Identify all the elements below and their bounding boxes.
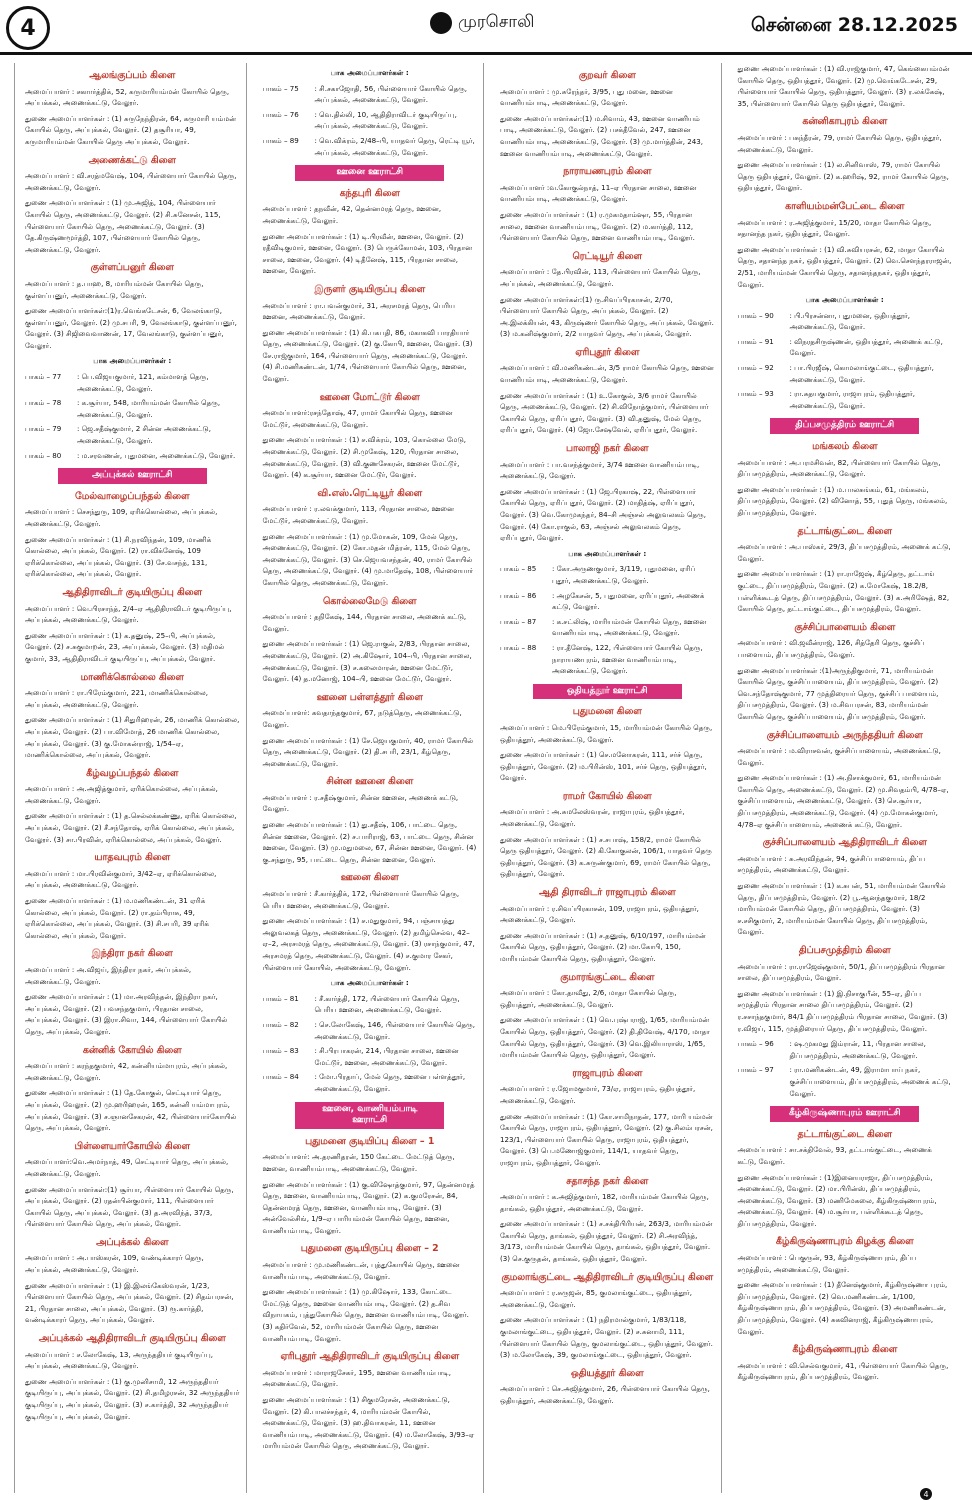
booth-entry [263,135,478,158]
member-paragraph: துணை அமைப்பாளர்கள் : (1) வெ.புஷ்பராஜ், 1/65, மாரியம்மன் கோயில் தெரு, ஒதியத்தூர், வேலூர். (2) தி.திவேஷ், 4/170, மாதா கோயில் தெரு, ஒதியத்தூர், வேலூர். (3) வெ.இலியாராஸ், 1/65, மாரியம்மன் கோயில் தெரு, ஒதியத்தூர், வேலூர். [500,1015,710,1060]
branch-heading: கன்னிக் கோயில் கிளை [82,1044,182,1056]
member-paragraph: துணை அமைப்பாளர்கள் : (1) த.செல்லக்கண்ணு, ஏரிக் கொல்லை, அப்புக்கல், வேலூர். (2) சீ.சந்தோஷ், ஏரிக் கொல்லை, அப்புக்கல், வேலூர். (3) சா.பிரவின், ஏரிக்கொல்லை, அப்புக்கல், வேலூர். [25,811,237,844]
panchayat-banner: ஊனை, வாணியம்பாடி ஊராட்சி [295,1102,444,1129]
paper-logo-icon [430,12,452,34]
member-paragraph: துணை அமைப்பாளர்கள்:(1)ர.வெங்கடேசன், 6, வேலங்காடு, குள்ளப்பனுர், வேலூர். (2) மு.சபரி, 9, வேலங்காடு, குள்ளப்பனுர், வேலூர். (3) சிஜிவைவாணன், 17, வேலங்காடு, குள்ளப்பனுர், வேலூர். [25,306,237,350]
booth-details: : வெ.தில்லி, 10, ஆதிதிராவிடர் குடியிருப்பு, அப்புக்கல், அணைக்கட்டு, வேலூர். [314,109,457,131]
booth-entry [500,642,715,677]
member-paragraph: அமைப்பாளர் : மெ.பிரேம்குமார், 15, மாரியம்மன் கோயில் தெரு, ஒதியத்தூர், அணைக்கட்டு, வேலூர். [500,722,713,744]
member-paragraph: துணை அமைப்பாளர்கள் : (1) வி.சுவியரசன், 62, மாதா கோயில் தெரு, சதானந்த நகர், ஒதியத்தூர், வேலூர். (2) வெ.சௌந்தரராஜன், 2/51, மாரியம்மன் கோயில் தெரு, சதானந்தநகர், ஒதியத்தூர், வேலூர். [737,244,952,289]
branch-heading: அணைக்கட்டு கிளை [88,154,176,166]
branch-heading: அப்புக்கல் கிளை [96,1236,169,1248]
member-paragraph: அமைப்பாளர் : வி.மணிகண்டன், 3/5 ராமர் கோயில் தெரு, ஊனை வாணியம்பாடி, அணைக்கட்டு, வேலூர். [500,363,714,385]
subheading: பாக அமைப்பாளர்கள் : [330,68,409,77]
branch-heading: புதுமனை கிளை [572,706,642,718]
branch-heading: புதுமனை குடியிப்பு கிளை – 1 [305,1135,435,1147]
booth-entry [263,83,478,106]
booth-entry [738,362,953,385]
booth-number: பாகம் – 81 [262,993,299,1003]
member-paragraph: துணை அமைப்பாளர்கள் : (1) சே.ஜெயகுமார், 40, ராமர் கோயில் தெரு, அணைக்கட்டு, வேலூர். (2) தி.சபரி, 23/1, கீழ்தெரு, அணைக்கட்டு, வேலூர். [262,735,474,768]
member-paragraph: துணை அமைப்பாளர்கள்:(1) ரு.சிவப்பிரகாசன், 2/70, பிள்ளையார் கோயில் தெரு, அப்புக்கல், வேலூர். (2) அ.இலக்கியன், 43, கிருஷ்ணர் கோயில் தெரு, அப்புக்கல், வேலூர். (3) ம.கனிஷ்குமார், 2/2 யாதவர் தெரு, அப்புக்கல், வேலூர். [500,294,714,339]
member-paragraph: துணை அமைப்பாளர்கள் : (1) ம.பாலசுங்கம், 61, மங்கலம், திப்பசமுத்திரம், வேலூர். (2) வினோத், 55, புதுத் தெரு, மங்கலம், திப்பசமுத்திரம், வேலூர். [737,484,948,517]
member-paragraph: அமைப்பாளர் : சு.அரவிந்தன், 94, குச்சிப்பாளையம், திப்ப சமுத்திரம், அணைக்கட்டு, வேலூர். [737,853,926,875]
booth-entry [500,616,715,639]
branch-heading: ஆதிதிராவிடர் குடியிருப்பு கிளை [62,586,203,598]
booth-entry [738,310,953,333]
member-paragraph: துணை அமைப்பாளர்கள் : (1) ர.முகமதாம்ஷா, 55, பிரதான சாலை, ஊனை வாணியம்பாடி, வேலூர். (2) ம.கார்த்தி, 112, பிள்ளையார் கோயில் தெரு, ஊனை வாணியம்பாடி, வேலூர். [500,209,695,243]
member-paragraph: அமைப்பாளர்:ரசந்தோஷ், 47, ராமர் கோயில் தெரு, ஊனை மேட்டூர், அணைக்கட்டு, வேலூர். [262,408,453,429]
branch-heading: மங்கலம் கிளை [812,441,878,453]
branch-heading: குள்ளப்பனுர் கிளை [90,262,174,274]
member-paragraph: அமைப்பாளர் : கோ.தாவீது, 2/6, மாதா கோயில் தெரு, ஒதியத்தூர், அணைக்கட்டு, வேலூர். [500,988,677,1009]
member-paragraph: அமைப்பாளர் : ர.சதீஷ்குமார், சின்ன ஊனை, அணைக் கட்டு, வேலூர். [262,792,459,814]
branch-heading: பாலாஜி நகர் கிளை [565,443,649,455]
member-paragraph: அமைப்பாளர்:வெ.அமர்நாத், 49, செட்டியார் தெரு, அப்புக்கல், அணைக்கட்டு, வேலூர். [25,1157,229,1178]
member-paragraph: அமைப்பாளர் : ரா.பிரேம்குமார், 221, மாணிக்கொல்லை, அப்புக்கல், அணைக்கட்டு, வேலூர். [25,688,209,709]
booth-number: பாகம் – 84 [262,1072,299,1082]
member-paragraph: அமைப்பாளர் : சகாார்த்திக், 52, கருமாரியம்மன் கோயில் தெரு, அப்பக்கல், அணைக்கட்டு, வேலூர். [25,86,230,108]
branch-heading: யாதவபுரம் கிளை [94,852,171,864]
booth-details: : வெ.விக்ரம், 2/48–பி, யாதவர் தெரு, ரெட்டி யூர், அப்புக்கல், அணைக்கட்டு, வேலூர். [314,135,475,157]
member-paragraph: அமைப்பாளர் : மு.மணிகண்டன், புத்துகோயில் தெரு, ஊனை வாணியம்பாடி, அணைக்கட்டு, வேலூர். [262,1260,460,1281]
member-paragraph: அமைப்பாளர் : மு.சுரேந்தர், 3/95, புது மனை, ஊனை வாணியம்பாடி, அணைக்கட்டு, வேலூர். [500,86,673,108]
member-paragraph: அமைப்பாளர் : ர.சுருஜன், 85, குமலாங்குட்டை, ஒதியத்தூர், அணைக்கட்டு, வேலூர். [500,1288,692,1309]
booth-details: : க.சட்லிஷ், மாரியம்மன் கோயில் தெரு, ஊனை வாணியம்பாடி, அணைக்கட்டு, வேலூர். [552,616,707,638]
booth-entry [25,450,240,462]
branch-heading: குமலாங்குட்டை ஆதிதிராவிடர் குடியிருப்பு கிளை [501,1271,714,1283]
member-paragraph: துணை அமைப்பாளர்கள் : (1) கி.பகபதி, 86, மகாகவி பாரதியார் தெரு, அணைக்கட்டு, வேலூர். (2) கு.கோபி, ஊனை, வேலூர். (3) சே.ராஜ்குமார், 164, பிள்ளையார் தெரு, அணைக்கட்டு, வேலூர். (4) சி.மணிகண்டன், 1/74, பிள்ளையார் கோயில் தெரு, ஊனை, வேலூர். [262,327,473,384]
booth-entry [738,1038,953,1061]
member-paragraph: துணை அமைப்பாளர்கள் : (1) டி.பிரவீன், ஊனை, வேலூர். (2) ரதீவிடிகுமார், ஊனை, வேலூர். (3) பெருக்கோமன், 103, பிரதான சாலை, ஊனை, வேலூர். (4) டிதீனேஷ், 115, பிரதான சாலை, ஊனை, வேலூர். [262,231,473,276]
booth-entry [263,1019,478,1042]
branch-heading: கீழ்வழப்பந்தல் கிளை [86,767,179,779]
booth-details: : விநரதசிருஷ்ணன், ஒதியத்தூர், அணைக் கட்டு, வேலூர். [789,336,943,358]
branch-heading: ராமர் கோயில் கிளை [562,790,652,802]
branch-heading: நாராயணபுரம் கிளை [563,166,652,178]
booth-number: பாகம் – 85 [500,564,537,574]
branch-heading: சதாசந்த நகர் கிளை [566,1175,649,1187]
member-paragraph: அமைப்பாளர் : வி.சரத்மவேஷ், 104, பிள்ளையார் கோயில் தெரு, அணைக்கட்டு, வேலூர். [25,171,237,192]
member-paragraph: அமைப்பாளர் : அ.அஜித்குமார், ஏரிக்கொல்லை, அப்புக்கல், அணைக்கட்டு, வேலூர். [25,784,218,805]
booth-entry [738,1064,953,1099]
member-paragraph: அமைப்பாளர் : அ.பாஸ்கர், 29/3, திப்பசமுத்திரம், அணைக் கட்டு, வேலூர். [737,542,951,563]
member-paragraph: துணை அமைப்பாளர்கள் : (1) இ.நிசாகுபீன், 55–ஏ, திப்ப சமுத்திரம் பிரதான சாலை திப்பசமுத்திரம், வேலூர். (2) ர.சசாந்தகுமார், 84/1 திப்பசமுத்திரம் பிரதான சாலை, வேலூர். (3) ர.விஜய், 115, முத்திரையர் தெரு, திப்பசமுத்திரம், வேலூர். [737,988,948,1033]
branch-heading: குறவர் கிளை [578,70,636,81]
member-paragraph: அமைப்பாளர் : வி.ஜவீன்ராஜ், 126, சித்தேரி தெரு, குச்சிப் பாளையம், திப்பசமுத்திரம், வேலூர். [737,638,925,659]
booth-number: பாகம் – 86 [500,590,537,600]
booth-number: பாகம் – 77 [25,372,62,382]
branch-heading: கீழ்கிருஷ்ணாபுரம் கிளை [792,1344,898,1356]
booth-number: பாகம் – 80 [25,450,62,460]
member-paragraph: துணை அமைப்பாளர்கள் : (1) உ.கோகுல், 3/6 ராமர் கோயில் தெரு, அணைக்கட்டு, வேலூர். (2) சி.விநோத்குமார், பிள்ளையார் கோயில் தெரு, ஏரிப்புதூர், வேலூர். (3) வி.தனுஷ், மேல் தெரு, ஏரிப்புதூர், வேலூர். (4) ஜோ.சேஷவேல், ஏரிப்புதூர், வேலூர். [500,390,709,435]
member-paragraph: அமைப்பாளர் : செ.அஜித்குமார், 26, பிள்ளையார் கோயில் தெரு, ஒதியத்தூர், அணைக்கட்டு, வேலூர். [500,1384,710,1405]
branch-heading: வி.எஸ்.ரெட்டியூர் கிளை [317,487,423,499]
member-paragraph: அமைப்பாளர் : தநவீன், 42, தென்னமரத் தெரு, ஊனை, அணைக்கட்டு, வேலூர். [262,204,442,225]
booth-number: பாகம் – 76 [262,109,299,119]
branch-heading: கீழ்கிருஷ்ணாபுரம் கிழக்கு கிளை [775,1236,914,1248]
booth-entry [500,563,715,586]
member-paragraph: துணை அமைப்பாளர்கள் : (1) ஜே.பிரகாஷ், 22, பிள்ளையார் கோயில் தெரு, ஏரிப்புதூர், வேலூர். (2) மாதித்ஷ், ஏரிப்புதூர், வேலூர். (3) வெ.கோமுகந்தர், 84–சி அஞ்சல் அலுவலகம் தெரு, வேலூர். (4) கோ.ராகுல், 63, அஞ்சல் அலுவலகம் தெரு, ஏரிப்புதூர், வேலூர். [500,486,706,543]
member-paragraph: அமைப்பாளர் : தே.பிரவின், 113, பிள்ளையார் கோயில் தெரு, அப்புக்கல், அணைக்கட்டு, வேலூர். [500,267,701,288]
member-paragraph: அமைப்பாளர் : ர.சிவப்பிரகாசன், 109, ராஜாபுரம், ஒதியத்தூர், அணைக்கட்டு, வேலூர். [500,903,699,925]
member-paragraph: அமைப்பாளர் : ர.அஜித்குமார், 15/20, மாதா கோயில் தெரு, சதானந்த நகர், ஒதியத்தூர், வேலூர். [737,217,932,239]
branch-heading: இந்திரா நகர் கிளை [91,948,173,960]
member-paragraph: துணை அமைப்பாளர்கள் :(1)அருந்திகுமார், 71, மாரியம்மன் கோயில் தெரு, குச்சிப்பாளையம், திப்பசமுத்திரம், வேலூர். (2) வெ.சந்தோஷ்குமார், 77 முத்திரையர் தெரு, குச்சிப் பாளையம், திப்பசமுத்திரம், வேலூர். (3) ம.சிவபரசன், 83, மாரியம்மன் கோயில் தெரு, குச்சிப்பாளையம், திப்பசமுத்திரம், வேலூர். [737,665,939,721]
branch-heading: ஊனை மோட்டூர் கிளை [319,391,420,403]
member-paragraph: துணை அமைப்பாளர்கள் : (1) சிதுரிஹரன், 26, மாணிக் கொல்லை, அப்புக்கல், வேலூர். (2) பா.விமோத், 26 மாணிக் கொல்லை, அப்புக்கல், வேலூர். (3) கு.மோகன்ராஜ், 1/54–ஏ, மாணிக்கொல்லை, அப்புக்கல், வேலூர். [25,715,240,760]
booth-number: பாகம் – 82 [262,1019,299,1029]
member-paragraph: துணை அமைப்பாளர்கள் : (1) மு.மோகன், 109, மேல் தெரு, அணைக்கட்டு, வேலூர். (2) கோ.மதன் மித்ரன், 115, மேல் தெரு, அணைக்கட்டு, வேலூர். (3) செ.ஜெயவசந்தன், 40, ராமர் கோயில் தெரு, அணைக்கட்டு, வேலூர். (4) மு.மாதேஷ், 108, பிள்ளையார் கோயில் தெரு, அணைக்கட்டு, வேலூர். [262,531,474,587]
column-3 [490,63,722,1493]
member-paragraph: அமைப்பாளர் : மா.பிரவின்குமார், 3/42–ஏ, ஏரிக்கொல்லை, அப்புக்கல், அணைக்கட்டு, வேலூர். [25,868,217,890]
member-paragraph: அமைப்பாளர் : வெ.பிரசாந்த், 2/4–ஏ ஆதிதிராவிடர் குடியிருப்பு, அப்புக்கல், அணைக்கட்டு, வேலூர். [25,603,232,625]
masthead [0,0,972,55]
panchayat-banner: திப்பசமுத்திரம் ஊராட்சி [770,418,919,434]
booth-number: பாகம் – 91 [737,336,774,346]
member-paragraph: துணை அமைப்பாளர்கள் : (1)இனையராஜா, திப்பசமுத்திரம், அணைக்கட்டு, வேலூர். (2) மா.பிரின்ஸ், திப்பசமுத்திரம், அணைக்கட்டு, வேலூர். (3) மணிமேகலை, கீழ்கிருஷ்ணாபுரம், அணைக்கட்டு, வேலூர். (4) ம.சூர்யா, பள்ளிக்கூடத் தெரு, திப்பசமுத்திரம், வேலூர். [737,1172,937,1228]
booth-number: பாகம் – 87 [500,616,537,626]
booth-number: பாகம் – 97 [737,1065,774,1075]
member-paragraph: துணை அமைப்பாளர்கள் : (1) க.தனுஷ், 25–பி, அப்புக்கல், வேலூர். (2) ச.சுகுமாறன், 23, அப்புக்கல், வேலூர். (3) மதிமல் குமார், 33, ஆதிதிராவிடர் குடியிருப்பு, அப்புக்கல், வேலூர். [25,630,225,663]
member-paragraph: அமைப்பாளர் : மாராஜசேகர், 195, ஊனை வாணியம்பாடி, அணைக்கட்டு, வேலூர். [262,1367,452,1389]
member-paragraph: துணை அமைப்பாளர்கள் : (1) கோ.சாமிநாதன், 177, மாரி யம்மன் கோயில் தெரு, ராஜாபுரம், ஒதியத்தூர், வேலூர். (2) கு.சிலம்பரசன், 123/1, பிள்ளையார் கோயில் தெரு, ராஜாபுரம், ஒதியத்தூர், வேலூர். (3) பெ.மணோஜ்குமார், 114/1, யாதவர் தெரு, ராஜாபுரம், ஒதியத்தூர், வேலூர். [500,1111,713,1167]
member-paragraph: துணை அமைப்பாளர்கள் : (1) தே.கோகுல், செட்டியார் தெரு, அப்புக்கல், வேலூர். (2) மு.ஹரிஹரன், 165, கன்னி யம்மாபுரம், அப்புக்கல், வேலூர். (3) ச.ஞானசேகரன், 42, பிள்ளையார்கோயில் தெரு, அப்புக்கல், வேலூர். [25,1088,237,1133]
branch-heading: மாணிக்கொல்லை கிளை [80,671,184,683]
member-paragraph: அமைப்பாளர் : கரந்தகுமார், 42, கன்னியம்மாபுரம், அப்புக்கல், அணைக்கட்டு, வேலூர். [25,1061,228,1082]
subheading: பாக அமைப்பாளர்கள் : [330,978,409,988]
member-paragraph: அமைப்பாளர் : ரா.பவன்குமார், 31, அரசமரத் தெரு, பெரிய ஊனை, அணைக்கட்டு, வேலூர். [262,300,456,322]
branch-heading: கந்தபுரி கிளை [339,187,400,199]
branch-heading: கன்னிகாபுரம் கிளை [802,116,888,128]
booth-details: : சீ.கார்த்தி, 172, பிள்ளையார் கோயில் தெரு, பெரிய ஊனை, அணைக்கட்டு, வேலூர். [314,993,460,1015]
member-paragraph: துணை அமைப்பாளர்கள் : (1) மா.அரவிந்தன், இந்திரா நகர், அப்புக்கல், வேலூர். (2) பவசந்தகுமார், பிரதான சாலை, அப்புக்கல், வேலூர். (3) இரா.சிவா, 144, பிள்ளையார் கோயில் தெரு, அப்புக்கல், வேலூர். [25,992,228,1036]
booth-number: பாகம் – 79 [25,424,62,434]
booth-details: : கோ.அருணகுமார், 3/119, புதுமனை, ஏரிப் புதூர், அணைக்கட்டு, வேலூர். [552,564,696,585]
booth-entry [500,590,715,613]
member-paragraph: துணை அமைப்பாளர்கள் : (1) ச.சக்திபிரியன், 263/3, மாரியம்மன் கோயில் தெரு, தாங்கல், ஒதியத்தூர், வேலூர். (2) சி.அரவிந்த், 3/173, மாரியம்மன் கோயில் தெரு, தாங்கல், ஒதியத்தூர், வேலூர். (3) செ.குருதன், தாங்கல், ஒதியத்தூர், வேலூர். [500,1219,713,1264]
member-paragraph: துணை அமைப்பாளர்கள் : (1) சுருநேந்திரன், 64, கருமாரி யம்மன் கோயில் தெரு, அப்புக்கல், வேலூர். (2) தசூரியா, 49, கருமாரியம்மன் கோயில் தெரு அப்புக்கல், வேலூர். [25,113,236,146]
panchayat-banner: அப்புக்கல் ஊராட்சி [58,468,207,484]
branch-heading: பிள்ளையார்கோயில் கிளை [74,1140,190,1152]
booth-details: : க.சூர்யா, 548, மாரியம்மன் கோயில் தெரு, அணைக்கட்டு, வேலூர். [77,398,221,419]
member-paragraph: துணை அமைப்பாளர்கள் : (1) க.சுபன், 51, மாரியம்மன் கோயில் தெரு, திப்பசமுத்திரம், வேலூர். (2) பூ.ஆனந்தகுமார், 18/2 மாரியம்மன் கோயில் தெரு, திப்பசமுத்திரம், வேலூர். (3) ச.சசிகுமார், 2, மாரியம்மன் கோயில் தெரு, திப்பசமுத்திரம், வேலூர். [737,881,946,937]
booth-entry [263,1045,478,1068]
subheading: பாக அமைப்பாளர்கள் : [805,295,884,305]
panchayat-banner: ஊனை ஊராட்சி [295,165,444,181]
member-paragraph: அமைப்பாளர் : செசந்துரு, 109, ஏரிக்கொல்லை, அப்புக்கல், அணைக்கட்டு, வேலூர். [25,507,218,528]
member-paragraph: அமைப்பாளர் : அ.விஜய், இந்திரா நகர், அப்புக்கல், அணைக்கட்டு, வேலூர். [25,965,192,986]
footer-page-number: 4 [920,1488,932,1500]
branch-heading: ஏரிபுதூர் கிளை [575,346,640,358]
booth-number: பாகம் – 78 [25,398,62,408]
branch-heading: ஊனை பள்ளத்தூர் கிளை [316,691,423,703]
member-paragraph: அமைப்பாளர் : வி.செல்வகுமார், 41, பிள்ளையார் கோயில் தெரு, கீழ்கிருஷ்ணாபுரம், திப்பசமுத்திரம், வேலூர். [737,1360,949,1382]
branch-heading: ராஜாபுரம் கிளை [572,1067,643,1079]
member-paragraph: துணை அமைப்பாளர்கள் : (1) நதிரமால்குமார், 1/83/118, குமலாங்குட்டை, ஒதியத்தூர், வேலூர். (2) ச.சுனாமி, 111, பிள்ளையார் கோயில் தெரு, குமலாங்குட்டை, ஒதியத்தூர், வேலூர். (3) ம.லோகேஷ், 39, குமலாங்குட்டை, ஒதியத்தூர், வேலூர். [500,1315,713,1360]
member-paragraph: அமைப்பாளர்: அ.தரணிதரன், 150 கேட்டை மேட்டுத் தெரு, ஊனை, வாணியம்பாடி, அணைக்கட்டு, வேலூர். [262,1152,455,1173]
booth-number: பாகம் – 90 [737,310,774,320]
booth-details: : அழகேசன், 5, புதுமனை, ஏரிப்புதூர், அணைக் கட்டு, வேலூர். [552,590,705,612]
column-2 [253,63,485,1493]
branch-heading: குச்சிப்பாளையம் அருந்ததியர் கிளை [766,729,923,741]
branch-heading: ஊனை கிளை [340,872,399,884]
booth-details: : ஜெ.சதீஷ்குமார், 2 சின்ன அணைக்கட்டு, அணைக்கட்டு, வேலூர். [77,424,211,446]
member-paragraph: அமைப்பாளர் : பா.வசந்த்குமார், 3/74 ஊனை வாணியம்பாடி, அணைக்கட்டு, வேலூர். [500,459,700,481]
booth-number: பாகம் – 96 [737,1039,774,1049]
column-1 [14,63,247,1493]
member-paragraph: துணை அமைப்பாளர்கள் : (1) அ.நிசாக்குமார், 61, மாரியம்மன் கோயில் தெரு, அணைக்கட்டு, வேலூர். (2) மு.சிவதம்பி, 4/78–ஏ, குச்சிப்பாளையம், அணைக்கட்டு, வேலூர். (3) செ.சூர்யா, திப்பசமுத்திரம், அணைக்கட்டு, வேலூர். (4) மு.மோகன்குமார், 4/78–ஏ குச்சிப்பாளையம், அணைக் கட்டு, வேலூர். [737,773,949,829]
booth-entry [25,371,240,394]
branch-heading: குச்சிப்பாளையம் கிளை [794,621,896,633]
booth-details: : ரா.சுதயகுமார், ராஜாபுரம், ஒதியத்தூர், அணைக்கட்டு, வேலூர். [789,389,916,410]
booth-number: பாகம் – 83 [262,1046,299,1056]
member-paragraph: துணை அமைப்பாளர்கள்:(1) சூர்யா, பிள்ளையார் கோயில் தெரு, அப்புக்கல், வேலூர். (2) ரதன்பின்குமார், 111, பிள்ளையார் கோயில் தெரு, அப்புக்கல், வேலூர். (3) த.அரவிந்த், 37/3, பிள்ளையார் கோயில் தெரு, அப்புக்கல், வேலூர். [25,1184,234,1229]
paper-name: முரசொலி [458,12,535,32]
member-paragraph: அமைப்பாளர் : அ.சுமலேஸ்வரன், ராஜாபுரம், ஒதியத்தூர், அணைக்கட்டு, வேலூர். [500,807,685,829]
booth-details: : பா.பிரஜீஷ், கொமலாங்குட்டை, ஒதியத்தூர், அணைக்கட்டு, வேலூர். [789,363,934,384]
booth-entry [738,388,953,411]
booth-entry [263,993,478,1016]
panchayat-banner: கீழ்கிருஷ்ணாபுரம் ஊராட்சி [770,1106,919,1122]
branch-heading: ஒதியத்தூர் கிளை [570,1367,644,1379]
booth-number: பாகம் – 89 [262,135,299,145]
member-paragraph: அமைப்பாளர் : ர.லவக்குமார், 113, பிரதான சாலை, ஊனை மேட்டூர், அணைக்கட்டு, வேலூர். [262,504,455,525]
member-paragraph: துணை அமைப்பாளர்கள் : (1) மு.கிஷோர், 133, கோட்டை மேட்டுத் தெரு, ஊனை வாணியம்பாடி, வேலூர். (2) த.சிவ விநாயகம், புத்துகோயில் தெரு, ஊனை வாணியம்பாடி, வேலூர். (3) கதிர்வேல், 52, மாரியம்மன் கோயில் தெரு, ஊனை வாணியம்பாடி, வேலூர். [262,1287,469,1343]
member-paragraph: துணை அமைப்பாளர்கள் : (1) ம.மணிகண்டன், 31 ஏரிக் கொல்லை, அப்புக்கல், வேலூர். (2) ரா.தம்பிராசு, 49, ஏரிக்கொல்லை, அப்புக்கல், வேலூர். (3) சி.சபரி, 39 ஏரிக் கொல்லை, அப்புக்கல், வேலூர். [25,896,209,940]
member-paragraph: அமைப்பாளர் : சீ.கார்த்திக், 172, பிள்ளையார் கோயில் தெரு, பெரிய ஊனை, அணைக்கட்டு, வேலூர். [262,889,460,910]
branch-heading: ஆலங்குப்பம் கிளை [89,70,176,81]
paper-brand [430,12,535,34]
branch-heading: குமாரங்குட்டை கிளை [560,971,655,983]
member-paragraph: அமைப்பாளர் : க.அஜித்குமார், 182, மாரியம்மன் கோயில் தெரு, தாங்கல், ஒதியத்தூர், அணைக்கட்டு, வேலூர். [500,1192,709,1213]
member-paragraph: துணை அமைப்பாளர்கள் : (1) ச.சபாஷ், 158/2, ராமர் கோயில் தெரு ஒதியத்தூர், வேலூர். (2) கி.கோகுலன், 106/1, யாதவர் தெரு ஒதியத்தூர், வேலூர். (3) க.சுருண்குமார், 69, ராமர் கோயில் தெரு, ஒதியத்தூர், வேலூர். [500,834,712,879]
member-paragraph: துணை அமைப்பாளர்கள் : (1) தீனேஷ்குமார், கீழ்கிருஷ்ணா புரம், திப்பசமுத்திரம், வேலூர். (2) வெ.மணிகண்டன், 1/100, கீழ்கிருஷ்ணாபுரம், திப்பசமுத்திரம், வேலூர். (3) அமணிகண்டன், திப்பசமுத்திரம், வேலூர். (4) சுகவினராஜ், கீழ்கிருஷ்ணாபுரம், வேலூர். [737,1280,948,1336]
member-paragraph: துணை அமைப்பாளர்கள் : (1) ரா.ராஜேஷ், கீழ்தெரு, தட்டாங் குட்டை, திப்பசமுத்திரம், வேலூர். (2) க.மோகேஷ், 18.2/8, பள்ளிக்கூடத் தெரு, திப்பசமுத்திரம், வேலூர். (3) க.அரிஷேத், 82, கோயில் தெரு, தட்டாங்குட்டை, திப்பசமுத்திரம், வேலூர். [737,569,950,614]
subheading: பாக அமைப்பாளர்கள் : [568,548,647,558]
member-paragraph: அமைப்பாளர் :வ.கோகுல்நாத், 11–ஏ பிரதான சாலை, ஊனை வாணியம்பாடி, அணைக்கட்டு, வேலூர். [500,182,697,204]
booth-number: பாகம் – 92 [737,363,774,373]
branch-heading: புதுமனை குடியிருப்பு கிளை – 2 [300,1243,439,1255]
member-paragraph: துணை அமைப்பாளர்கள் : (1) ச.மதுகுமார், 94, பஞ்சாயத்து அலுவலகத் தெரு, அணைக்கட்டு, வேலூர். (2) தமிழ்செல்வ, 42–ஏ–2, அரசமரத் தெரு, அணைக்கட்டு, வேலூர். (3) ரசாந்குமார், 47, அரசமரத் தெரு, அணைக்கட்டு, வேலூர். (4) ச.குமார சேகர், பிள்ளையார் கோயில், அணைக்கட்டு, வேலூர். [262,916,475,972]
member-paragraph: அமைப்பாளர் : த.பாஹ, 8, மாரியம்மன் கோயில் தெரு, குள்ளப்பனுர், அணைக்கட்டு, வேலூர். [25,278,204,300]
branch-heading: திப்பசமுத்திரம் கிளை [798,945,891,956]
member-paragraph: அமைப்பாளர் : பசுந்தீரன், 79, ராமர் கோயில் தெரு, ஒதியத்தூர், அணைக்கட்டு, வேலூர். [737,132,942,154]
member-paragraph: துணை அமைப்பாளர்கள் : (1) கு.விஷோத்குமார், 97, தென்னமரத் தெரு, ஊனை, வாணியம்பாடி, வேலூர். (2) க.குமரேசன், 84, தென்னமரத் தெரு, ஊனை, வாணியம்பாடி, வேலூர். (3) அன்வேல்சிங், 1/9–ஏ பாரியம்மன் கோயில் தெரு, ஊனை, வாணியம்பாடி, வேலூர். [262,1179,475,1235]
booth-number: பாகம் – 88 [500,642,537,652]
dateline: சென்னை 28.12.2025 [751,14,958,36]
booth-entry [263,109,478,132]
booth-entry [263,1071,478,1094]
member-paragraph: துணை அமைப்பாளர்கள் : (1) ச.விக்ரம், 103, கொல்லை மேடு, அணைக்கட்டு, வேலூர். (2) சி.முகேஷ், 120, பிரதான சாலை, அணைக்கட்டு, வேலூர். (3) வி.குணசேகரன், ஊனை மேட்டூர், வேலூர். (4) க.சூர்யா, ஊனை மேட்டூர், வேலூர். [262,435,467,480]
booth-details: : சி.சகாஜோதி, 56, பிள்ளையார் கோயில் தெரு, அப்புக்கல், அணைக்கட்டு, வேலூர். [314,83,468,105]
member-paragraph: அமைப்பாளர் : ரா.ராஜேஷ்குமார், 50/1, திப்பசமுத்திரம் பிரதான சாலை, திப்பசமுத்திரம், வேலூர். [737,961,945,983]
booth-number: பாகம் – 93 [737,389,774,399]
booth-details: : சி.பிரபாகரன், 214, பிரதான சாலை, ஊனை மேட்டூர், ஊனை, அணைக்கட்டு, வேலூர். [314,1046,459,1067]
member-paragraph: துணை அமைப்பாளர்கள் : (1) ல.சினிவாஸ், 79, ராமர் கோயில் தெரு ஒதியத்தூர், வேலூர். (2) க.ஹரிஷ், 92, ராமர் கோயில் தெரு, ஒதியத்தூர், வேலூர். [737,160,949,193]
booth-details: : செ.லோகேஷ், 146, பிள்ளையார் கோயில் தெரு, அணைக்கட்டு, வேலூர். [314,1019,475,1041]
member-paragraph: அமைப்பாளர் : ர.ஜோமகுமார், 73/ஏ, ராஜாபுரம், ஒதியத்தூர், அணைக்கட்டு, வேலூர். [500,1084,696,1105]
member-paragraph: துணை அமைப்பாளர்கள் : (1) வி.ராஜ்குமார், 47, கெங்கையம்மன் கோயில் தெரு, ஒதியத்தூர், வேலூர். (2) மு.வெங்கடேசன், 29, பிள்ளையார் கோயில் தெரு, ஒதியத்தூர், வேலூர். (3) ர.லக்கேஷ், 35, பிள்ளையார் கோயில் தெரு ஒதியத்தூர், வேலூர். [737,64,950,108]
booth-details: : ரா.தீனேஷ், 122, பிள்ளையார் கோயில் தெரு, நாராயணபுரம், ஊனை வாணியம்பாடி, அணைக்கட்டு, வேலூர். [552,642,703,676]
member-paragraph: துணை அமைப்பாளர்கள் : (1) மு.அஜித், 104, பிள்ளையார் கோயில் தெரு, அணைக்கட்டு, வேலூர். (2) சி.சுனேசன், 115, பிள்ளையார் கோயில் தெரு, அணைக்கட்டு, வேலூர். (3) தே.கிருஷ்ணமூர்த்தி, 107, பிள்ளையார் கோயில் தெரு, அணைக்கட்டு, வேலூர். [25,198,221,254]
member-paragraph: அமைப்பாளர் : ச.லோகேஷ், 13, அருந்ததியர் குடியிருப்பு, அப்புக்கல், அணைக்கட்டு, வேலூர். [25,1349,214,1371]
article-columns [0,63,972,1493]
booth-entry [738,336,953,359]
branch-heading: அப்புக்கல் ஆதிதிராவிடர் குடியிருப்பு கிளை [38,1333,226,1345]
member-paragraph: அமைப்பாளர்: கவதாந்தகுமார், 67, நடுத்தெரு, அணைக்கட்டு, வேலூர். [262,708,462,729]
member-paragraph: துணை அமைப்பாளர்கள் : (1) கு.முனிசாமி, 12 அருந்ததியர் குடியிருப்பு, அப்புக்கல், வேலூர். (2) சி.தமிழரசன், 32 அருந்ததியர் குடியிருப்பு, அப்புக்கல், வேலூர். (3) ச.கார்த்தி, 32 அருந்ததியர் குடியிருப்பு, அப்புக்கல், வேலூர். [25,1376,240,1421]
member-paragraph: அமைப்பாளர் : தநிகேஷ், 144, பிரதான சாலை, அணைக் கட்டு, வேலூர். [262,612,467,633]
member-paragraph: துணை அமைப்பாளர்கள் : (1) சிகுமரேசன், அணைக்கட்டு, வேலூர். (2) கி.பாலச்சந்தர், 4, மாரியம்மன் கோயில், அணைக்கட்டு, வேலூர். (3) ஹ.திவாகரன், 11, ஊனை வாணியம்பாடி, அணைக்கட்டு, வேலூர். (4) ம.லோகேஷ், 3/93–ஏ மாரியம்மன் கோயில் தெரு, அணைக்கட்டு, வேலூர். [262,1395,475,1451]
booth-details: : ஷ.முகமது இம்ரான், 11, பிரதான சாலை, திப்பசமுத்திரம், அணைக்கட்டு, வேலூர். [789,1039,926,1060]
member-paragraph: அமைப்பாளர் : பெகுருன், 93, கீழ்கிருஷ்ணாபுரம், திப்ப சமுத்திரம், அணைக்கட்டு, வேலூர். [737,1253,917,1274]
branch-heading: சின்ன ஊனை கிளை [326,776,414,788]
branch-heading: ரெட்டியூர் கிளை [572,250,643,262]
member-paragraph: அமைப்பாளர் : அ.பரமசிவன், 82, பிள்ளையார் கோயில் தெரு, திப்பசமுத்திரம், அணைக்கட்டு, வேலூர். [737,457,941,479]
branch-heading: தட்டாங்குட்டை கிளை [797,525,892,537]
member-paragraph: அமைப்பாளர் : அ.பாஸ்கரன், 109, வண்டிக்காரர் தெரு, அப்புக்கல், அணைக்கட்டு, வேலூர். [25,1253,204,1275]
member-paragraph: துணை அமைப்பாளர்கள் : (1) து.சதீஷ், 106, பாட்டை தெரு, சின்ன ஊனை, வேலூர். (2) ச.பாரிராஜ், 63, பாட்டை தெரு, சின்ன ஊனை, வேலூர். (3) மு.மதுமலை, 67, சின்ன ஊனை, வேலூர். (4) கு.சந்துரு, 95, பாட்டை தெரு, சின்ன ஊனை, வேலூர். [262,820,477,864]
booth-entry [25,423,240,446]
column-4 [728,63,959,1493]
booth-details: : பெ.விஜயகுமார், 121, கம்மாளத் தெரு, அணைக்கட்டு, வேலூர். [77,372,209,393]
member-paragraph: அமைப்பாளர் : சா.சக்திவேல், 93, தட்டாங்குட்டை, அணைக் கட்டு, வேலூர். [737,1145,932,1166]
branch-heading: மேல்வாழைப்பந்தல் கிளை [75,490,190,502]
subheading: பாக அமைப்பாளர்கள் : [93,356,172,366]
panchayat-banner: ஒதியத்தூர் ஊராட்சி [533,684,682,700]
member-paragraph: துணை அமைப்பாளர்கள்:(1) ம.சிவாம், 43, ஊனை வாணியம் பாடி, அணைக்கட்டு, வேலூர். (2) பசக்தீவேல், 247, ஊனை வாணியம்பாடி, அணைக்கட்டு, வேலூர். (3) மு.மார்த்தின், 243, ஊனை வாணியம்பாடி, அணைக்கட்டு, வேலூர். [500,113,704,158]
member-paragraph: துணை அமைப்பாளர்கள் : (1) இ.இலங்கேஸ்வரன், 1/23, பிள்ளையார் கோயில் தெரு, அப்புக்கல், வேலூர். (2) சிதம்பரசன், 21, பிரதான சாலை, அப்புக்கல், வேலூர். (3) ரூ.கார்த்தி, வண்டிக்காரர் தெரு, அப்புக்கல், வேலூர். [25,1280,234,1325]
member-paragraph: துணை அமைப்பாளர்கள் : (1) ஜெ.ராகுல், 2/83, பிரதான சாலை, அணைக்கட்டு, வேலூர். (2) அ.கிஷோர், 104–பி, பிரதான சாலை, அணைக்கட்டு, வேலூர். (3) ச.கலைமாரன், ஊனை மேட்டூர், வேலூர். (4) த.மனோஜ், 104–பி, ஊனை மேட்டூர், வேலூர். [262,639,472,684]
branch-heading: ஏரிபுதூர் ஆதிதிராவிடர் குடியிருப்பு கிளை [280,1351,460,1363]
member-paragraph: துணை அமைப்பாளர்கள் : (1) சி.நரவிந்தன், 109, மாணிக் கொல்லை, அப்புக்கல், வேலூர். (2) ரா.விக்னேஷ், 109 ஏரிக்கொல்லை, அப்புக்கல், வேலூர். (3) சே.வசந்த், 131, ஏரிக்கொல்லை, அப்புக்கல், வேலூர். [25,534,212,579]
booth-details: : பி.பிரசன்னா, புதுமனை, ஒதியத்தூர், அணைக்கட்டு, வேலூர். [789,310,911,332]
branch-heading: குச்சிப்பாளையம் ஆதிதிராவிடர் கிளை [762,837,927,849]
branch-heading: கொல்லைமேடு கிளை [323,595,417,607]
booth-entry [25,397,240,420]
booth-details: : மோ.பிரதாப், மேல் தெரு, ஊனை பள்ளத்தூர், அணைக்கட்டு, வேலூர். [314,1072,466,1093]
branch-heading: தட்டாங்குட்டை கிளை [797,1128,892,1140]
branch-heading: இருளர் குடியிருப்பு கிளை [314,283,426,295]
booth-number: பாகம் – 75 [262,83,299,93]
booth-details: : ரா.மணிகண்டன், 49, இராமாபாய் நகர், குச்சிப்பாளையம், திப்பசமுத்திரம், அணைக் கட்டு, வேலூர். [789,1065,951,1098]
member-paragraph: துணை அமைப்பாளர்கள் : (1) ச.தனுஷ், 6/10/197, மாரியம்மன் கோயில் தெரு, ஒதியத்தூர், வேலூர். (2) மா.கோபி, 150, மாரியம்மன் கோயில் தெரு, ஒதியத்தூர், வேலூர். [500,930,706,963]
page-number-badge: 4 [6,6,50,50]
member-paragraph: துணை அமைப்பாளர்கள் : (1) செ.மனோகரன், 111, சர்ச் தெரு, ஒதியத்தூர், வேலூர். (2) ம.பிரின்ஸ், 101, சர்ச் தெரு, ஒதியத்தூர், வேலூர். [500,750,707,783]
member-paragraph: அமைப்பாளர் : ம.விராசவன், குச்சிப்பாளையம், அணைக்கட்டு, வேலூர். [737,746,941,767]
booth-details: : ம.சரவணன், புதுமனை, அணைக்கட்டு, வேலூர். [77,450,236,460]
branch-heading: காளியம்மன்பேட்டை கிளை [785,200,905,212]
branch-heading: ஆதி திராவிடர் ராஜாபுரம் கிளை [538,887,676,899]
